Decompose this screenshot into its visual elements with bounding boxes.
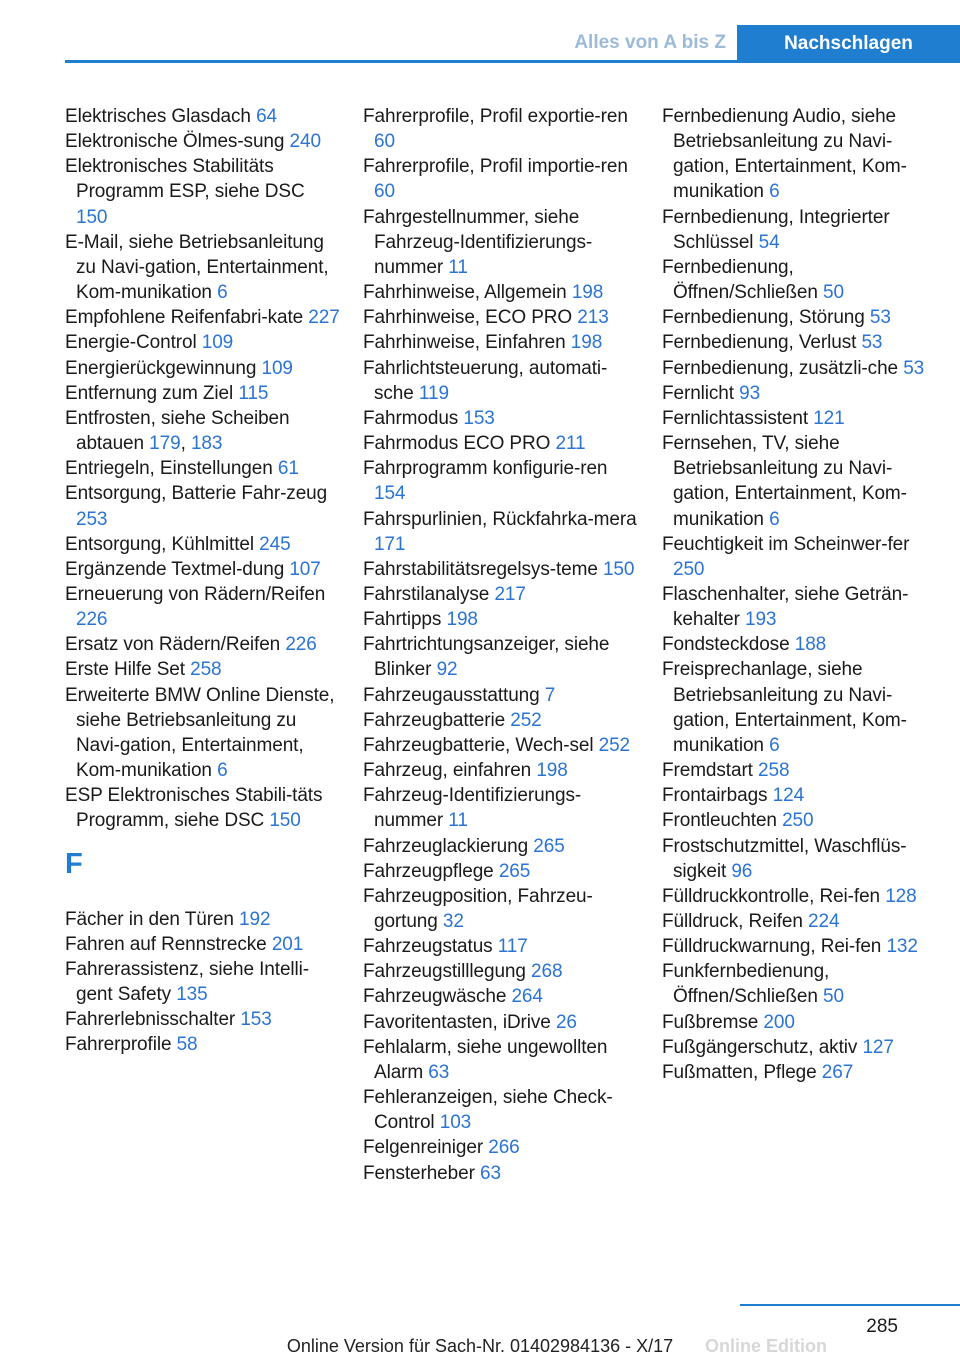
- index-entry: [363, 683, 638, 708]
- page-reference-link[interactable]: 63: [480, 1162, 501, 1184]
- index-entry-term: Fahrzeugstatus: [363, 936, 498, 958]
- chapter-tab[interactable]: Nachschlagen: [737, 25, 960, 63]
- index-entry: [363, 280, 638, 305]
- index-column-2: [363, 104, 638, 1186]
- index-entry: [662, 657, 940, 758]
- index-entry-term: E-Mail, siehe Betriebsanleitung zu Navi-gation, Entertainment, Kom-munikation: [65, 231, 329, 304]
- index-entry: [662, 431, 940, 532]
- index-entry-term: Felgenreiniger: [363, 1137, 489, 1159]
- index-entry-term: Ergänzende Textmel-dung: [65, 558, 290, 580]
- index-entry: [363, 834, 638, 859]
- page-reference-link[interactable]: 213: [577, 307, 609, 329]
- page-reference-link[interactable]: 60: [374, 131, 395, 153]
- index-entry-term: Freisprechanlage, siehe Betriebsanleitung zu Navi-gation, Entertainment, Kom-munikation: [662, 659, 907, 756]
- page-reference-link[interactable]: 198: [536, 760, 568, 782]
- index-entry-term: Fülldruck, Reifen: [662, 911, 809, 932]
- index-entry: [65, 532, 340, 557]
- index-entry: [65, 456, 340, 481]
- index-entry-term: Fernlicht: [662, 382, 740, 404]
- page-reference-link[interactable]: 250: [782, 810, 814, 832]
- index-entry: [363, 431, 638, 456]
- page-reference-link[interactable]: 252: [510, 709, 542, 731]
- page-reference-link[interactable]: 266: [488, 1137, 520, 1159]
- index-entry-term: Favoritentasten, iDrive: [363, 1011, 556, 1033]
- page-reference-link[interactable]: 171: [374, 533, 406, 555]
- index-entry-term: Fahrzeug, einfahren: [363, 760, 537, 782]
- index-entry-term: Fahrmodus ECO PRO: [363, 433, 556, 455]
- index-entry-term: Fußgängerschutz, aktiv: [662, 1036, 863, 1058]
- index-entry-term: Fahrtipps: [363, 609, 447, 631]
- index-entry-term: Entfrosten, siehe Scheiben abtauen: [65, 407, 290, 455]
- index-entry: [662, 305, 940, 330]
- page-reference-link[interactable]: 119: [418, 382, 449, 404]
- index-entry-term: Fahrprogramm konfigurie-ren: [363, 458, 608, 480]
- header-rule: [65, 60, 737, 63]
- index-entry: [65, 957, 340, 1007]
- section-title: Alles von A bis Z: [574, 32, 726, 53]
- page-reference-link[interactable]: 96: [731, 860, 753, 882]
- index-entry: [662, 205, 940, 255]
- index-entry-term: Frostschutzmittel, Waschflüs-sigkeit: [662, 835, 907, 882]
- index-entry: [65, 907, 340, 932]
- page-reference-link[interactable]: 32: [442, 911, 464, 932]
- page-reference-link[interactable]: 115: [238, 382, 269, 404]
- page-reference-link[interactable]: 11: [448, 810, 468, 832]
- page-reference-link[interactable]: 121: [813, 407, 845, 429]
- index-entry: [363, 1135, 638, 1160]
- index-entry: [363, 884, 638, 934]
- index-entry: [662, 1060, 940, 1085]
- page-reference-link[interactable]: 107: [289, 558, 321, 580]
- page-reference-link[interactable]: 179: [149, 433, 181, 455]
- index-entry: [662, 406, 940, 431]
- index-entry-term: Fächer in den Türen: [65, 908, 240, 930]
- page-reference-link[interactable]: 226: [76, 609, 108, 631]
- page-reference-link[interactable]: 61: [277, 458, 299, 480]
- index-entry-term: Fahrstilanalyse: [363, 583, 495, 605]
- index-entry-term: Fahrhinweise, ECO PRO: [363, 307, 578, 329]
- index-entry-term: Fahrmodus: [363, 407, 464, 429]
- index-entry-term: Elektrisches Glasdach: [65, 106, 257, 127]
- index-entry-term: Entsorgung, Kühlmittel: [65, 533, 260, 555]
- page-reference-link[interactable]: 64: [256, 106, 277, 127]
- index-entry-term: Fahrzeugpflege: [363, 860, 499, 882]
- index-entry: [363, 507, 638, 557]
- index-entry-term: Fahrzeugstilllegung: [363, 961, 532, 983]
- index-entry-term: Erweiterte BMW Online Dienste, siehe Betriebsanleitung zu Navi-gation, Entertainment, Kom-munikation: [65, 684, 335, 782]
- page-reference-link[interactable]: 117: [497, 936, 528, 958]
- index-entry: [65, 683, 340, 784]
- index-entry-term: Fahrspurlinien, Rückfahrka-mera: [363, 508, 637, 530]
- index-entry: [363, 783, 638, 833]
- index-entry: [363, 330, 638, 355]
- index-entry-term: Energie-Control: [65, 332, 202, 354]
- page-reference-link[interactable]: 200: [763, 1011, 795, 1033]
- page-reference-link[interactable]: 11: [448, 256, 468, 278]
- index-entry-term: Fahrhinweise, Einfahren: [363, 332, 571, 354]
- index-entry-term: Fahrzeugwäsche: [363, 986, 512, 1008]
- index-entry-term: Fahrzeugposition, Fahrzeu-gortung: [363, 885, 593, 932]
- index-entry-term: Fülldruckkontrolle, Rei-fen: [662, 885, 886, 907]
- index-entry: [363, 154, 638, 204]
- index-entry-term: Fahrerprofile, Profil importie-ren: [363, 156, 628, 178]
- index-entry: [363, 1010, 638, 1035]
- page-reference-link[interactable]: 63: [428, 1061, 450, 1083]
- index-entry-term: Empfohlene Reifenfabri-kate: [65, 307, 309, 329]
- page-reference-link[interactable]: 267: [821, 1061, 854, 1083]
- page-reference-link[interactable]: 6: [769, 734, 780, 756]
- index-entry-term: Fahrerassistenz, siehe Intelli-gent Safety: [65, 958, 310, 1005]
- index-entry: [363, 305, 638, 330]
- page-reference-link[interactable]: 150: [602, 558, 635, 580]
- index-entry-term: Frontairbags: [662, 785, 773, 807]
- page-reference-link[interactable]: 153: [240, 1009, 272, 1031]
- page-reference-link[interactable]: 50: [823, 986, 844, 1008]
- page-reference-link[interactable]: 198: [570, 332, 603, 354]
- index-entry: [363, 557, 638, 582]
- index-entry: [65, 356, 340, 381]
- index-entry: [662, 783, 940, 808]
- page-reference-link[interactable]: 188: [794, 634, 827, 656]
- index-entry: [363, 104, 638, 154]
- footer-rule: [740, 1304, 960, 1306]
- index-entry-term: Fußmatten, Pflege: [662, 1061, 822, 1083]
- index-entry: [65, 481, 340, 531]
- page-reference-link[interactable]: 252: [598, 734, 631, 756]
- index-entry-term: Fernbedienung, zusätzli-che: [662, 357, 904, 379]
- index-entry-term: Fahrzeugbatterie, Wech-sel: [363, 734, 599, 756]
- index-entry-term: Fremdstart: [662, 760, 759, 782]
- index-entry-term: Fahrerprofile: [65, 1034, 177, 1056]
- index-entry-term: Flaschenhalter, siehe Geträn-kehalter: [662, 583, 909, 631]
- index-entry-term: Elektronische Ölmes-sung: [65, 131, 290, 153]
- page-reference-link[interactable]: 226: [285, 634, 317, 656]
- page-reference-link[interactable]: 53: [869, 307, 891, 329]
- index-entry: [363, 1161, 638, 1186]
- index-entry-term: Fahrlichtsteuerung, automati-sche: [363, 357, 608, 404]
- page-reference-link[interactable]: 154: [374, 483, 406, 505]
- index-entry-term: Fernbedienung, Öffnen/Schließen: [662, 256, 824, 304]
- index-entry-term: Fernbedienung, Verlust: [662, 332, 862, 354]
- page-reference-link[interactable]: 128: [885, 885, 917, 907]
- page-reference-link[interactable]: 153: [463, 407, 495, 429]
- index-entry: [662, 808, 940, 833]
- page-reference-link[interactable]: 245: [259, 533, 291, 555]
- page-reference-link[interactable]: 217: [494, 583, 526, 605]
- index-entry-term: Fernsehen, TV, siehe Betriebsanleitung zu Navi-gation, Entertainment, Kom-munikation: [662, 433, 907, 530]
- index-entry: [65, 783, 340, 833]
- index-entry-term: Fernlichtassistent: [662, 407, 814, 429]
- page-reference-link[interactable]: 150: [269, 810, 301, 832]
- page-reference-link[interactable]: 53: [903, 357, 925, 379]
- index-column-3: [662, 104, 940, 1085]
- page-reference-link[interactable]: 50: [823, 282, 844, 304]
- index-entry: [65, 330, 340, 355]
- index-entry: [662, 834, 940, 884]
- index-entry: [662, 632, 940, 657]
- index-entry: [363, 632, 638, 682]
- index-entry: Entfrosten, siehe Scheiben abtauen 179, 183: [65, 407, 290, 455]
- index-entry: [65, 104, 340, 129]
- page-number: 285: [866, 1316, 898, 1337]
- index-entry: [363, 733, 638, 758]
- page-reference-link[interactable]: 58: [176, 1034, 198, 1056]
- page-reference-link[interactable]: 227: [308, 307, 340, 329]
- index-entry: [65, 657, 340, 682]
- page-reference-link[interactable]: 198: [446, 609, 478, 631]
- page-reference-link[interactable]: 224: [808, 911, 840, 932]
- index-entry-term: Erste Hilfe Set: [65, 659, 191, 681]
- index-entry: [363, 959, 638, 984]
- index-entry: [363, 1085, 638, 1135]
- watermark: Online Edition: [705, 1336, 827, 1356]
- page-reference-link[interactable]: 92: [436, 659, 458, 681]
- page-reference-link[interactable]: 265: [533, 835, 565, 857]
- index-entry-term: Fernbedienung, Integrierter Schlüssel: [662, 206, 890, 253]
- page-reference-link[interactable]: 6: [217, 760, 228, 782]
- page-reference-link[interactable]: 264: [511, 986, 543, 1008]
- index-entry-term: Erneuerung von Rädern/Reifen: [65, 583, 326, 605]
- index-entry-term: Fahren auf Rennstrecke: [65, 933, 272, 955]
- index-entry-term: Fülldruckwarnung, Rei-fen: [662, 936, 887, 958]
- online-version-note: Online Version für Sach-Nr. 01402984136 - X/17: [286, 1336, 674, 1356]
- index-entry: [363, 1035, 638, 1085]
- index-entry-term: Fahrgestellnummer, siehe Fahrzeug-Identifizierungs-nummer: [363, 206, 593, 278]
- index-entry: [65, 129, 340, 154]
- page-reference-link[interactable]: 250: [673, 558, 705, 580]
- index-entry: [65, 1007, 340, 1032]
- index-entry: [363, 356, 638, 406]
- index-entry-term: Fehleranzeigen, siehe Check-Control: [363, 1087, 613, 1134]
- page-reference-link[interactable]: 6: [769, 181, 780, 203]
- page-reference-link[interactable]: 127: [862, 1036, 894, 1058]
- page-reference-link[interactable]: 7: [544, 684, 556, 706]
- index-entry: [65, 381, 340, 406]
- index-entry: [662, 1035, 940, 1060]
- page-reference-link[interactable]: 150: [76, 206, 108, 228]
- index-letter-heading: F: [65, 847, 83, 880]
- index-entry: [65, 230, 340, 305]
- index-entry-term: Energierückgewinnung: [65, 357, 262, 379]
- index-entry-term: Fahrzeugausstattung: [363, 684, 545, 706]
- index-entry-term: Fahrzeug-Identifizierungs-nummer: [363, 785, 582, 832]
- index-entry-term: Ersatz von Rädern/Reifen: [65, 634, 286, 656]
- page-reference-link[interactable]: 103: [439, 1112, 472, 1134]
- index-entry: [363, 708, 638, 733]
- index-entry-term: Entfernung zum Ziel: [65, 382, 239, 404]
- index-entry-term: Elektronisches Stabilitäts Programm ESP, siehe DSC: [65, 156, 305, 203]
- index-entry: [662, 381, 940, 406]
- index-entry: [65, 632, 340, 657]
- index-entry: [363, 984, 638, 1009]
- index-entry-term: Fernbedienung, Störung: [662, 307, 870, 329]
- page-reference-link[interactable]: 240: [289, 131, 321, 153]
- page-reference-link[interactable]: 268: [531, 961, 563, 983]
- index-entry: [662, 934, 940, 959]
- page-header: [0, 25, 960, 63]
- page-reference-link[interactable]: 265: [498, 860, 531, 882]
- index-entry: [662, 884, 940, 909]
- index-entry-term: Frontleuchten: [662, 810, 783, 832]
- index-entry: [363, 607, 638, 632]
- index-entry: [65, 1032, 340, 1057]
- page-reference-link[interactable]: 193: [744, 609, 777, 631]
- page-reference-link[interactable]: 124: [772, 785, 805, 807]
- index-entry: [662, 582, 940, 632]
- page-reference-link[interactable]: 132: [886, 936, 918, 958]
- index-entry-term: Fensterheber: [363, 1162, 480, 1184]
- page-reference-link[interactable]: 109: [201, 332, 234, 354]
- index-entry: [65, 557, 340, 582]
- page-reference-link[interactable]: 192: [239, 908, 271, 930]
- index-entry-term: Funkfernbedienung, Öffnen/Schließen: [662, 961, 830, 1008]
- page-reference-link[interactable]: 198: [571, 282, 604, 304]
- page-reference-link[interactable]: 258: [190, 659, 222, 681]
- page-reference-link[interactable]: 183: [190, 433, 223, 455]
- page-reference-link[interactable]: 253: [76, 508, 108, 530]
- index-entry: [662, 532, 940, 582]
- index-entry: [363, 859, 638, 884]
- index-column-1: [65, 104, 340, 1057]
- index-entry: [662, 959, 940, 1009]
- index-entry-term: ESP Elektronisches Stabili-täts Programm, siehe DSC: [65, 785, 323, 832]
- index-entry: [65, 582, 340, 632]
- index-entry: [662, 330, 940, 355]
- index-entry-term: Entsorgung, Batterie Fahr-zeug: [65, 483, 328, 505]
- index-entry-term: Fondsteckdose: [662, 634, 795, 656]
- index-entry: [65, 305, 340, 330]
- page-reference-link[interactable]: 6: [217, 282, 228, 304]
- page-reference-link[interactable]: 201: [271, 933, 304, 955]
- page-reference-link[interactable]: 135: [176, 984, 208, 1005]
- page-reference-link[interactable]: 60: [374, 181, 395, 203]
- index-entry-term: Fehlalarm, siehe ungewollten Alarm: [363, 1036, 608, 1083]
- index-entry-term: Feuchtigkeit im Scheinwer-fer: [662, 533, 910, 555]
- page-reference-link[interactable]: 109: [261, 357, 293, 379]
- index-entry-term: Fahrzeuglackierung: [363, 835, 534, 857]
- index-entry: [662, 356, 940, 381]
- index-entry: [662, 255, 940, 305]
- index-entry: [363, 205, 638, 280]
- index-entry-term: Fahrerlebnisschalter: [65, 1009, 241, 1031]
- index-entry-term: Fahrerprofile, Profil exportie-ren: [363, 106, 628, 127]
- index-entry-term: Entriegeln, Einstellungen: [65, 458, 278, 480]
- index-entry-term: Fußbremse: [662, 1011, 764, 1033]
- index-entry: [662, 1010, 940, 1035]
- page-reference-link[interactable]: 6: [769, 508, 780, 530]
- index-entry-term: Fahrstabilitätsregelsys-teme: [363, 558, 603, 580]
- index-entry-term: Fahrzeugbatterie: [363, 709, 511, 731]
- index-entry: [363, 456, 638, 506]
- page-reference-link[interactable]: 26: [555, 1011, 577, 1033]
- page-reference-link[interactable]: 258: [758, 760, 790, 782]
- index-entry: [662, 758, 940, 783]
- index-entry: [65, 154, 340, 229]
- index-entry-term: Fahrtrichtungsanzeiger, siehe Blinker: [363, 634, 610, 681]
- index-entry-term: Fernbedienung Audio, siehe Betriebsanleitung zu Navi-gation, Entertainment, Kom-munikation: [662, 106, 907, 203]
- index-entry: [65, 932, 340, 957]
- page-reference-link[interactable]: 54: [758, 231, 780, 253]
- index-entry-term: Fahrhinweise, Allgemein: [363, 282, 572, 304]
- index-entry: [662, 909, 940, 934]
- index-entry: [662, 104, 940, 205]
- index-entry: [363, 582, 638, 607]
- page-reference-link[interactable]: 53: [861, 332, 883, 354]
- index-entry: [363, 934, 638, 959]
- page-reference-link[interactable]: 211: [555, 433, 586, 455]
- index-entry: [363, 758, 638, 783]
- page-reference-link[interactable]: 93: [739, 382, 761, 404]
- index-entry: [363, 406, 638, 431]
